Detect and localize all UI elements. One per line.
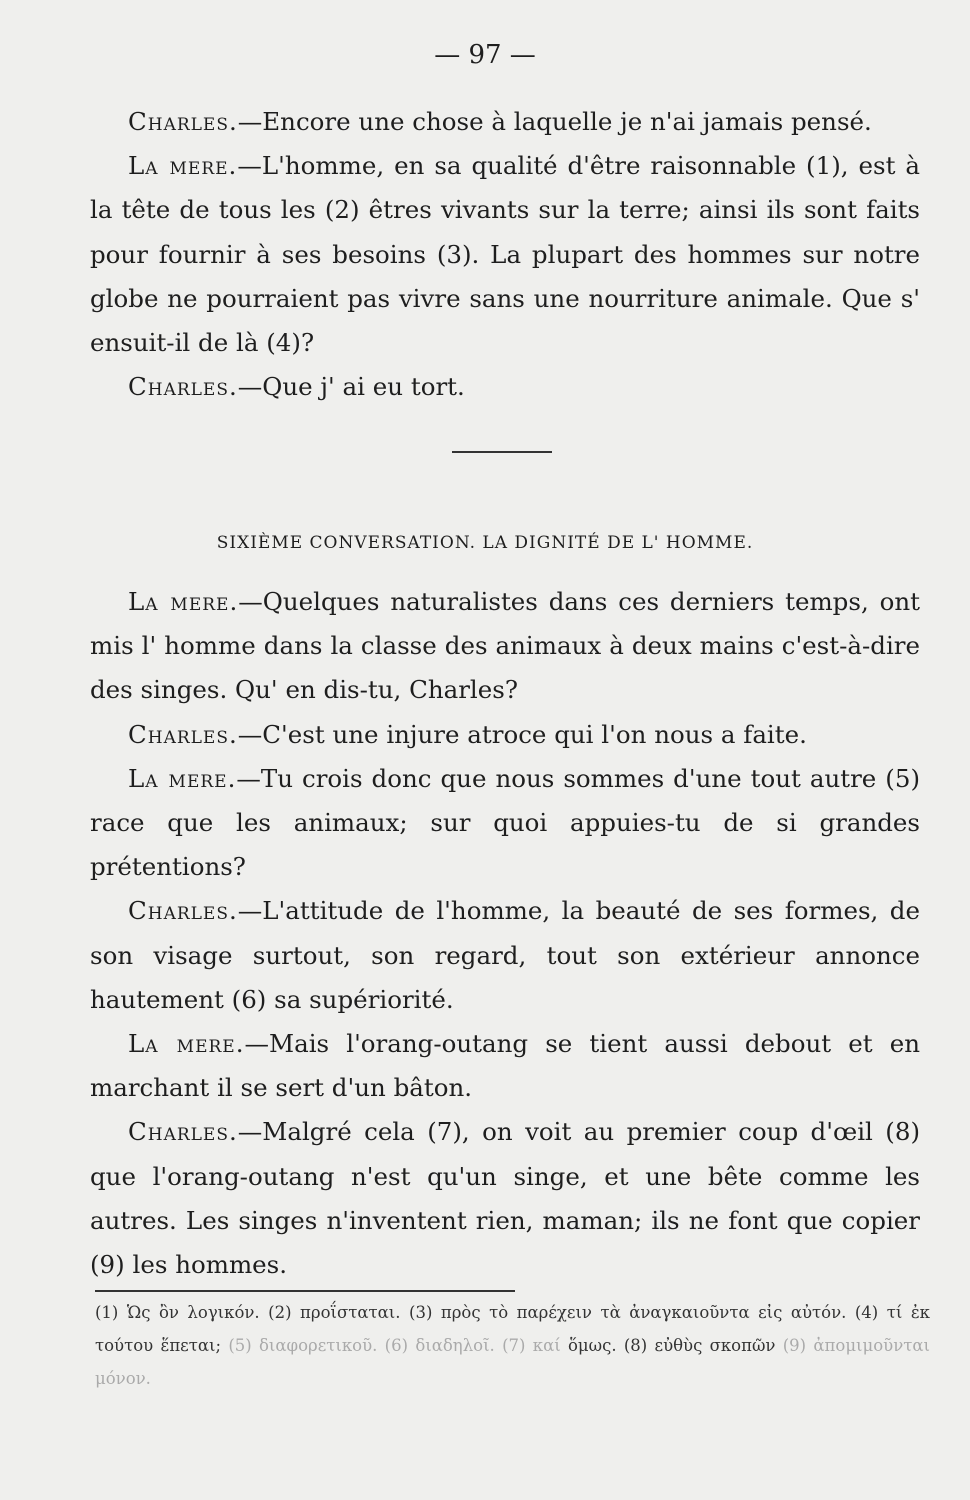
footnote-text-faded: (5) διαφορετικοῦ. (6) διαδηλοῖ. (7) καί — [228, 1336, 568, 1355]
dialogue-paragraph — [90, 100, 920, 144]
section-divider — [452, 451, 552, 453]
speaker-name: Charles. — [128, 372, 238, 402]
dialogue-paragraph — [90, 144, 920, 365]
dialogue-text: —Encore une chose à laquelle je n'ai jamais pensé. — [237, 107, 872, 136]
footnotes — [95, 1296, 930, 1395]
page-number: — 97 — — [434, 40, 536, 70]
speaker-name: La mere. — [128, 587, 239, 616]
dialogue-paragraph — [90, 1110, 920, 1287]
footnote-text-faded: (9) ἀπομιμοῦνται μόνον. — [95, 1336, 930, 1388]
dialogue-paragraph — [90, 365, 920, 409]
chapter-heading: SIXIÈME CONVERSATION. LA DIGNITÉ DE L' HOMME. — [216, 533, 754, 553]
dialogue-text: —Malgré cela (7), on voit au premier coup d'œil (8) que l'orang-outang n'est qu'un singe, et une bête comme les autres. Les singes n'inventent rien, maman; ils ne font que copier (9) les hommes. — [90, 1117, 920, 1280]
dialogue-text: —L'attitude de l'homme, la beauté de ses formes, de son visage surtout, son regard, tout son extérieur annonce hautement (6) sa supériorité. — [90, 896, 920, 1014]
dialogue-text: —Tu crois donc que nous sommes d'une tout autre (5) race que les animaux; sur quoi appuies-tu de si grandes prétentions? — [90, 763, 920, 882]
dialogue-paragraph — [90, 757, 920, 890]
dialogue-text: —C'est une injure atroce qui l'on nous a faite. — [237, 719, 807, 749]
speaker-name: Charles. — [128, 719, 238, 749]
speaker-name: Charles. — [128, 1117, 238, 1147]
speaker-name: La mere. — [128, 151, 238, 181]
dialogue-paragraph — [90, 580, 920, 713]
dialogue-text: —Que j' ai eu tort. — [237, 372, 465, 402]
footnote-text: (1) Ὡς ὂν λογικόν. (2) προΐσταται. (3) πρὸς τὸ παρέχειν τὰ ἀναγκαιοῦντα εἰς αὐτόν. (4) τί ἐκ τούτου ἕπεται; — [95, 1303, 930, 1355]
speaker-name: Charles. — [128, 896, 238, 926]
dialogue-section-2 — [90, 580, 920, 1287]
dialogue-paragraph — [90, 889, 920, 1022]
dialogue-paragraph — [90, 1022, 920, 1110]
dialogue-text: —L'homme, en sa qualité d'être raisonnable (1), est à la tête de tous les (2) êtres vivants sur la terre; ainsi ils sont faits pour fournir à ses besoins (3). La plupart des hommes sur notre globe ne pourraient pas vivre sans une nourriture animale. Que s' ensuit-il de là (4)? — [90, 151, 920, 358]
footnote-text: ὅμως. (8) εὐθὺς σκοπῶν — [567, 1336, 783, 1355]
speaker-name: La mere. — [128, 1029, 245, 1059]
dialogue-paragraph — [90, 713, 920, 757]
speaker-name: La mere. — [128, 763, 237, 793]
dialogue-text: —Quelques naturalistes dans ces derniers temps, ont mis l' homme dans la classe des animaux à deux mains c'est-à-dire des singes. Qu' en dis-tu, Charles? — [90, 587, 920, 705]
dialogue-text: —Mais l'orang-outang se tient aussi debout et en marchant il se sert d'un bâton. — [90, 1029, 920, 1103]
dialogue-section-1 — [90, 100, 920, 409]
speaker-name: Charles. — [128, 107, 238, 136]
footnote-rule — [95, 1290, 515, 1292]
